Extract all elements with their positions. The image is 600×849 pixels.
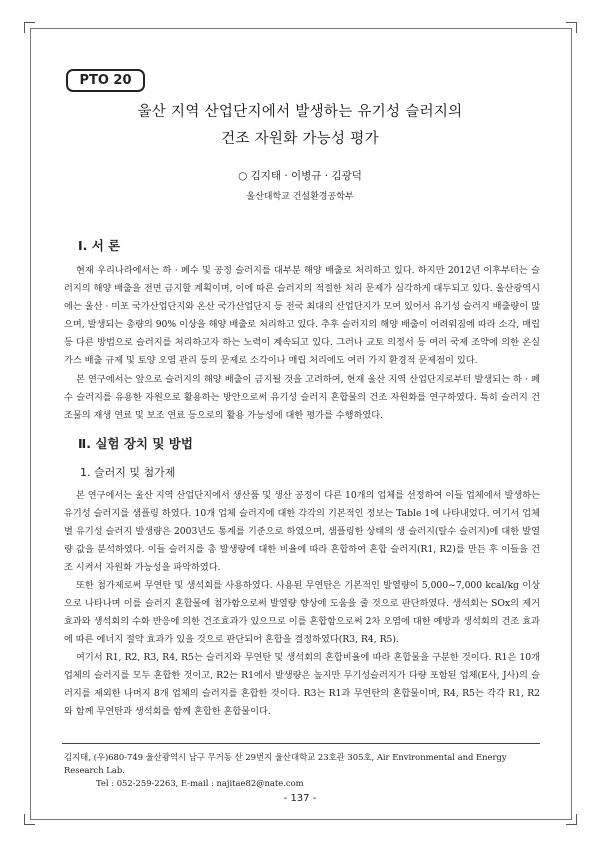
- methods-paragraph-3: 여기서 R1, R2, R3, R4, R5는 슬러지와 무연탄 및 생석회의 혼합비율에 따라 혼합물을 구분한 것이다. R1은 10개 업체의 슬러지를 모두 혼합한 것이고, R2는 R1에서 발생량은 높지만 무기성슬러지가 다량 포함된 업체(E사, J사)의 슬러지를 제외한 나머지 8개 업체의 슬러지를 혼합한 것이다. R3는 R1과 무연탄의 혼합물이며, R4, R5는 각각 R1, R2와 함께 무연탄과 생석회를 함께 혼합한 혼합물이다.: [64, 652, 540, 718]
- affiliation: 울산대학교 건설환경공학부: [246, 192, 354, 202]
- methods-paragraph-1: 본 연구에서는 울산 지역 산업단지에서 생산품 및 생산 공정이 다른 10개의 업체를 선정하여 이들 업체에서 발생하는 유기성 슬러지를 샘플링 하였다. 10개 업체 슬러지에 대한 각각의 기본적인 정보는 Table 1에 나타내었다. 여기서 업체별 유기성 슬러지 발생량은 2003년도 통계를 기준으로 하였으며, 샘플링한 상태의 생 슬러지(탈수 슬러지)에 대한 발열량 값을 분석하였다. 이들 슬러지를 총 발생량에 대한 비율에 따라 혼합하여 혼합 슬러지(R1, R2)를 만든 후 이들을 건조 시켜서 자원화 가능성을 파악하였다.: [64, 490, 540, 574]
- intro-paragraph-1: 현재 우리나라에서는 하 · 폐수 및 공정 슬러지를 대부분 해양 배출로 처리하고 있다. 하지만 2012년 이후부터는 슬러지의 해양 배출을 전면 금지할 계획이며, 이에 따른 슬러지의 적절한 처리 문제가 심각하게 대두되고 있다. 울산광역시에는 울산 · 미포 국가산업단지와 온산 국가산업단지 등 전국 최대의 산업단지가 모여 있어서 유기성 슬러지 배출량이 많으며, 발생되는 총량의 90% 이상을 해양 배출로 처리하고 있다. 추후 슬러지의 해양 배출이 어려워짐에 따라 소각, 매립 등 다른 방법으로 슬러지를 처리하고자 하는 노력이 계속되고 있다. 그러나 교토 의정서 등 여러 국제 조약에 의한 온실가스 배출 규제 및 토양 오염 관리 등의 문제로 소각이나 매립 처리에도 여러 가지 환경적 문제점이 있다.: [64, 265, 540, 367]
- session-badge: PTO 20: [66, 69, 145, 92]
- intro-paragraph-2: 본 연구에서는 앞으로 슬러지의 해양 배출이 금지될 것을 고려하여, 현재 울산 지역 산업단지로부터 발생되는 하 · 폐수 슬러지를 유용한 자원으로 활용하는 방안으로써 유기성 슬러지 혼합물의 건조 자원화를 연구하였다. 특히 슬러지 건조물의 재생 연료 및 보조 연료 등으로의 활용 가능성에 대한 평가를 수행하였다.: [64, 374, 540, 422]
- subsection-heading-sludge-additives: 1. 슬러지 및 첨가제: [80, 466, 176, 479]
- corner-mark-bottom-right: [566, 814, 577, 825]
- paper-title-line-1: 울산 지역 산업단지에서 발생하는 유기성 슬러지의: [137, 104, 463, 120]
- author-list: ○ 김지태 · 이병규 · 김광덕: [238, 170, 362, 182]
- paper-title-line-2: 건조 자원화 가능성 평가: [221, 131, 379, 147]
- footnote-contact: Tel : 052-259-2263, E-mail : najitae82@nate.com: [96, 778, 304, 788]
- section-heading-methods: Ⅱ. 실험 장치 및 방법: [78, 436, 193, 451]
- corner-mark-top-left: [24, 22, 35, 33]
- corresponding-author-footnote: [64, 751, 544, 790]
- footnote-address: 김지태, (우)680-749 울산광역시 남구 무거동 산 29번지 울산대학교 23호관 305호, Air Environmental and Energy Research Lab.: [64, 752, 507, 775]
- corner-mark-bottom-left: [24, 814, 35, 825]
- footnote-divider: [62, 743, 540, 744]
- section-heading-introduction: Ⅰ. 서 론: [78, 238, 121, 253]
- page-number: - 137 -: [283, 793, 317, 804]
- methods-paragraph-2: 또한 첨가제로써 무연탄 및 생석회를 사용하였다. 사용된 무연탄은 기본적인 발열량이 5,000~7,000 kcal/kg 이상으로 나타나며 이를 슬러지 혼합물에 첨가함으로써 발열량 향상에 도움을 줄 것으로 판단하였다. 생석회는 SOx의 제거 효과와 생석회의 수화 반응에 의한 건조효과가 있으므로 이를 혼합함으로써 2차 오염에 대한 예방과 생석회의 건조 효과에 따른 에너지 절약 효과가 있을 것으로 판단되어 혼합을 결정하였다(R3, R4, R5).: [64, 580, 540, 646]
- corner-mark-top-right: [566, 22, 577, 33]
